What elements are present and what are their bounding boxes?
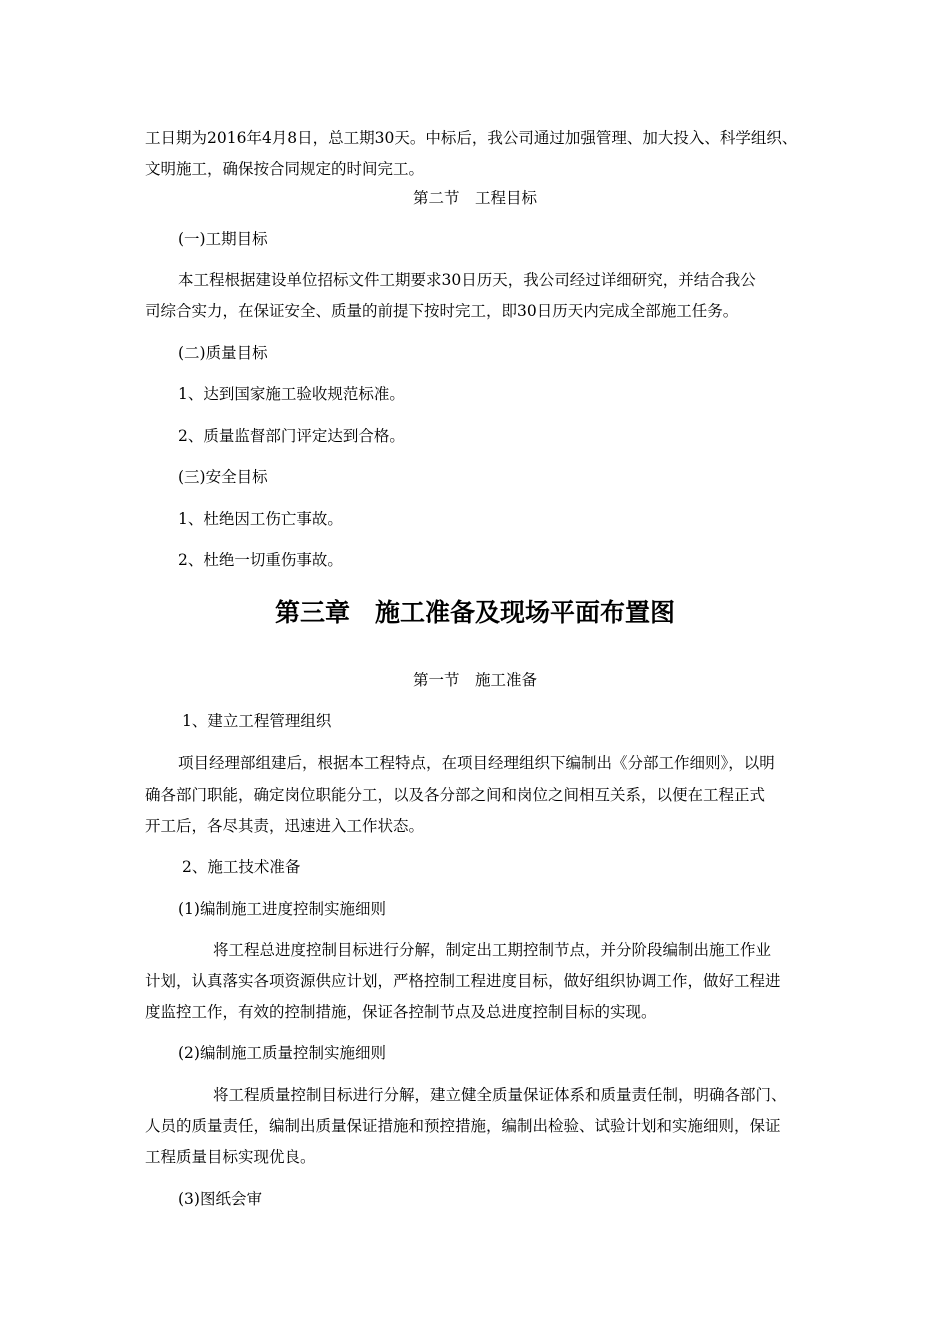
list-item: 1、杜绝因工伤亡事故。	[178, 510, 343, 528]
paragraph-line: 计划，认真落实各项资源供应计划，严格控制工程进度目标，做好组织协调工作，做好工程进	[145, 972, 781, 990]
paragraph-line: 项目经理部组建后，根据本工程特点，在项目经理组织下编制出《分部工作细则》，以明	[178, 754, 775, 772]
subheading: (三)安全目标	[178, 468, 268, 486]
subheading: (3)图纸会审	[178, 1190, 262, 1208]
paragraph-line: 将工程质量控制目标进行分解，建立健全质量保证体系和质量责任制，明确各部门、	[213, 1086, 787, 1104]
paragraph-line: 确各部门职能，确定岗位职能分工，以及各分部之间和岗位之间相互关系，以便在工程正式	[145, 786, 766, 804]
subheading: (一)工期目标	[178, 230, 268, 248]
list-item: 2、杜绝一切重伤事故。	[178, 551, 343, 569]
paragraph-line: 人员的质量责任，编制出质量保证措施和预控措施，编制出检验、试验计划和实施细则，保证	[145, 1117, 781, 1135]
subheading: (2)编制施工质量控制实施细则	[178, 1044, 386, 1062]
section-heading: 第一节 施工准备	[412, 671, 537, 689]
paragraph-line: 开工后，各尽其责，迅速进入工作状态。	[145, 817, 425, 835]
chapter-heading: 第三章 施工准备及现场平面布置图	[274, 598, 675, 627]
paragraph-line: 文明施工，确保按合同规定的时间完工。	[145, 160, 425, 178]
paragraph-line: 度监控工作，有效的控制措施，保证各控制节点及总进度控制目标的实现。	[145, 1003, 657, 1021]
subheading: (二)质量目标	[178, 344, 268, 362]
paragraph-line: 司综合实力，在保证安全、质量的前提下按时完工，即30日历天内完成全部施工任务。	[145, 302, 739, 320]
section-heading: 第二节 工程目标	[412, 189, 537, 207]
list-item: 2、质量监督部门评定达到合格。	[178, 427, 405, 445]
paragraph-line: 将工程总进度控制目标进行分解，制定出工期控制节点，并分阶段编制出施工作业	[213, 941, 772, 959]
list-item: 1、建立工程管理组织	[182, 712, 332, 730]
paragraph-line: 工日期为2016年4月8日，总工期30天。中标后，我公司通过加强管理、加大投入、科学组织、	[145, 129, 798, 147]
list-item: 1、达到国家施工验收规范标准。	[178, 385, 405, 403]
paragraph-line: 工程质量目标实现优良。	[145, 1148, 316, 1166]
paragraph-line: 本工程根据建设单位招标文件工期要求30日历天，我公司经过详细研究，并结合我公	[178, 271, 756, 289]
subheading: (1)编制施工进度控制实施细则	[178, 900, 386, 918]
list-item: 2、施工技术准备	[182, 858, 301, 876]
